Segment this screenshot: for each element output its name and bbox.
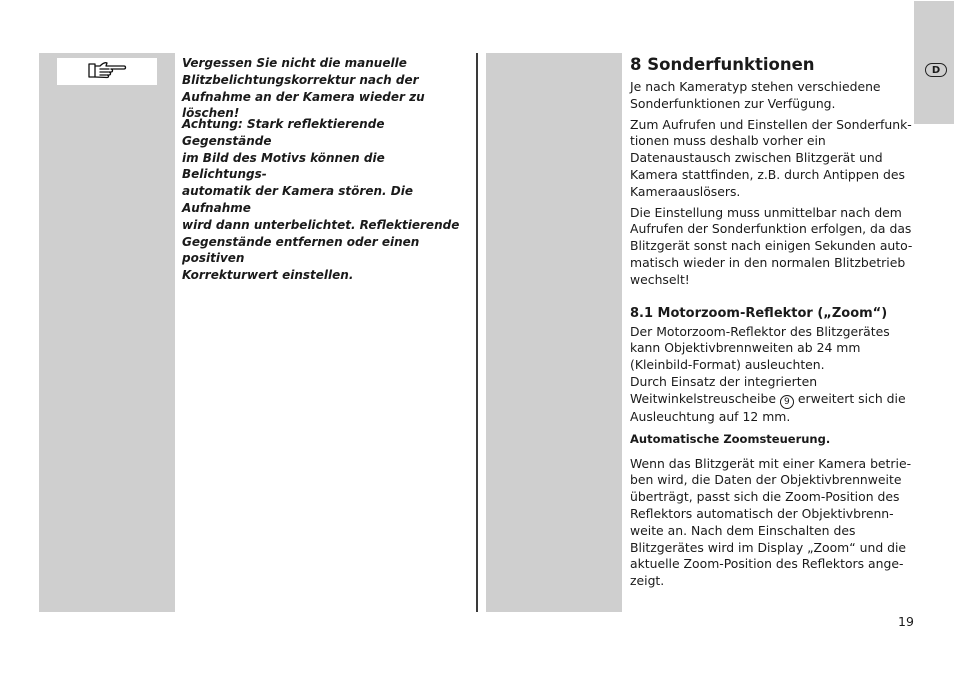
paragraph: Der Motorzoom-Reflektor des Blitzgerätes kann Objektivbrennweiten ab 24 mm (Kleinbild-Format) ausleuchten. [630,323,890,373]
note-warning: Achtung: Stark reflektierende Gegenstände im Bild des Motivs können die Belichtungs- automatik der Kamera stören. Die Aufnahme wird dann unterbelichtet. Reflektierende Gegenstände entfernen oder einen positiven Korrekturwert einstellen. [182,117,460,283]
section-heading: 8 Sonderfunktionen [630,55,815,74]
left-margin-column [39,53,175,612]
right-margin-column [486,53,622,612]
reference-number-badge: 9 [780,395,794,409]
paragraph: Durch Einsatz der integrierten Weitwinkelstreuscheibe 9 erweitert sich die Ausleuchtung auf 12 mm. [630,373,906,424]
paragraph: Je nach Kameratyp stehen verschiedene Sonderfunktionen zur Verfügung. [630,79,881,111]
paragraph: Wenn das Blitzgerät mit einer Kamera betrie- ben wird, die Daten der Objektivbrennweite überträgt, passt sich die Zoom-Position des Reflektors automatisch der Objektivbrenn- weite an. Nach dem Einschalten des Blitzgerätes wird im Display „Zoom“ und die aktuelle Zoom-Position des Reflektors ange- zeigt. [630,455,912,589]
note-reminder: Vergessen Sie nicht die manuelle Blitzbelichtungskorrektur nach der Aufnahme an der Kamera wieder zu löschen! [182,56,425,121]
main-text-column [630,54,913,594]
column-divider [476,53,478,612]
subsection-heading: 8.1 Motorzoom-Reflektor („Zoom“) [630,305,888,321]
language-badge: D [925,63,947,77]
subsubsection-heading: Automatische Zoomsteuerung. [630,431,831,446]
pointing-hand-icon [87,60,127,84]
page-number: 19 [898,614,914,629]
note-marker [57,58,157,85]
paragraph: Die Einstellung muss unmittelbar nach dem Aufrufen der Sonderfunktion erfolgen, da das Blitzgerät sonst nach einigen Sekunden auto- matisch wieder in den normalen Blitzbetrieb wechselt! [630,204,913,287]
paragraph: Zum Aufrufen und Einstellen der Sonderfunk- tionen muss deshalb vorher ein Datenaustausch zwischen Blitzgerät und Kamera stattfinden, z.B. durch Antippen des Kameraauslösers. [630,116,912,199]
